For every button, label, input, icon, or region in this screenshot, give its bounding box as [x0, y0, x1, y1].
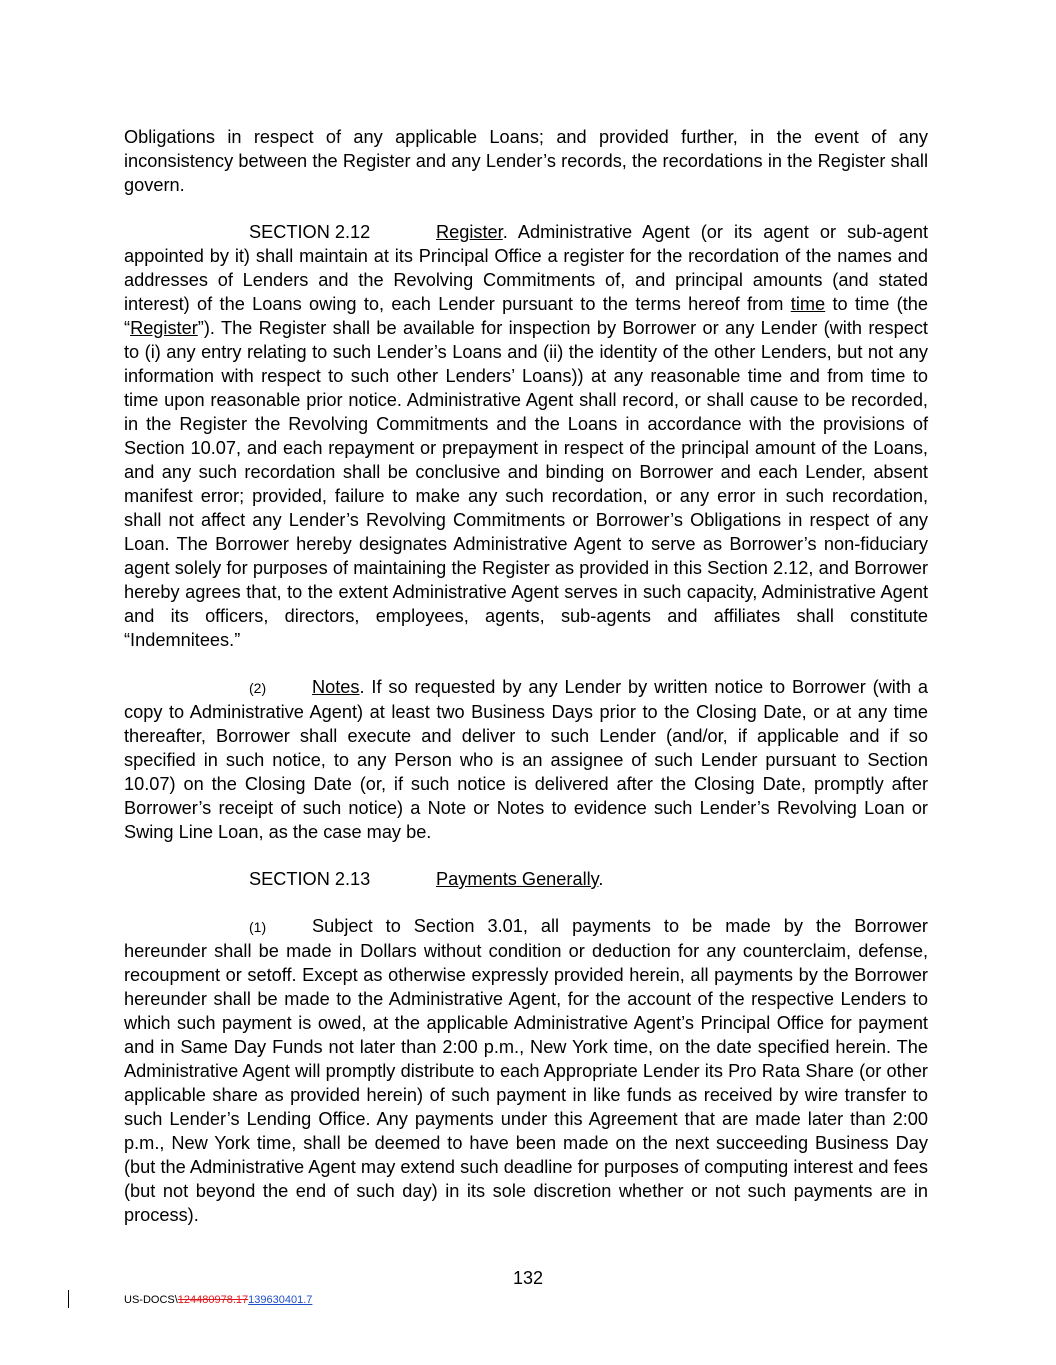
doc-id-inserted: 139630401.7	[248, 1294, 313, 1306]
clause-title: Notes	[312, 677, 360, 697]
clause-text: Subject to Section 3.01, all payments to be made by the Borrower hereunder shall be made in Dollars without condition or deduction for any counterclaim, defense, recoupment or setoff. Except as otherwise expressly provided herein, all payments by the Borrower hereunder shall be made to the Administrative Agent, for the account of the respective Lenders to which such payment is owed, at the applicable Administrative Agent’s Principal Office for payment and in Same Day Funds not later than 2:00 p.m., New York time, on the date specified herein. The Administrative Agent will promptly distribute to each Appropriate Lender its Pro Rata Share (or other applicable share as provided herein) of such payment in like funds as received by wire transfer to such Lender’s Lending Office. Any payments under this Agreement that are made later than 2:00 p.m., New York time, shall be deemed to have been made on the next succeeding Business Day (but the Administrative Agent may extend such deadline for purposes of computing interest and fees (but not beyond the end of such day) in its sole discretion whether or not such payments are in process).	[124, 916, 928, 1225]
document-body	[124, 125, 928, 1250]
continuation-text: Obligations in respect of any applicable Loans; and provided further, in the event of any inconsistency between the Register and any Lender’s records, the recordations in the Register shall govern.	[124, 127, 928, 195]
clause-text: . If so requested by any Lender by written notice to Borrower (with a copy to Administrative Agent) at least two Business Days prior to the Closing Date, or at any time thereafter, Borrower shall execute and deliver to such Lender (and/or, if applicable and if so specified in such notice, to any Person who is an assignee of such Lender pursuant to Section 10.07) on the Closing Date (or, if such notice is delivered after the Closing Date, promptly after Borrower’s receipt of such notice) a Note or Notes to evidence such Lender’s Revolving Loan or Swing Line Loan, as the case may be.	[124, 677, 928, 842]
doc-id-deleted: 124480978.17	[177, 1294, 249, 1306]
underlined-term: time	[790, 294, 826, 314]
heading-period: .	[598, 869, 604, 889]
defined-term: Register	[130, 318, 198, 338]
section-2-12-paragraph	[124, 220, 928, 652]
section-text: ”). The Register shall be available for inspection by Borrower or any Lender (with respect to (i) any entry relating to such Lender’s Loans and (ii) the identity of the other Lenders, but not any information with respect to such other Lenders’ Loans)) at any reasonable time and from time to time upon reasonable prior notice. Administrative Agent shall record, or shall cause to be recorded, in the Register the Revolving Commitments and the Loans in accordance with the provisions of Section 10.07, and each repayment or prepayment in respect of the principal amount of the Loans, and any such recordation shall be conclusive and binding on Borrower and each Lender, absent manifest error; provided, failure to make any such recordation, or any error in such recordation, shall not affect any Lender’s Revolving Commitments or Borrower’s Obligations in respect of any Loan. The Borrower hereby designates Administrative Agent to serve as Borrower’s non-fiduciary agent solely for purposes of maintaining the Register as provided in this Section 2.12, and Borrower hereby agrees that, to the extent Administrative Agent serves in such capacity, Administrative Agent and its officers, directors, employees, agents, sub-agents and affiliates shall constitute “Indemnitees.”	[124, 318, 928, 650]
section-text: . Administrative Agent (or its agent or sub-agent appointed by it) shall maintain at its Principal Office a register for the recordation of the names and addresses of Lenders and the Revolving Commitments of, and principal amounts (and stated interest) of the Loans owing to, each Lender pursuant to the terms hereof from	[124, 222, 928, 314]
continuation-paragraph	[124, 125, 928, 197]
clause-number: (1)	[249, 919, 267, 935]
section-number: SECTION 2.12	[249, 222, 371, 242]
section-title: Register	[436, 222, 503, 242]
page-number: 132	[512, 1268, 544, 1288]
clause-number: (2)	[249, 680, 267, 696]
payments-clause-1-paragraph	[124, 914, 928, 1227]
document-id-footer	[124, 1294, 312, 1306]
section-title: Payments Generally	[436, 869, 599, 889]
notes-paragraph	[124, 675, 928, 844]
doc-id-prefix: US-DOCS\	[124, 1294, 178, 1306]
section-text: to time (the “	[124, 294, 928, 338]
section-number: SECTION 2.13	[249, 869, 371, 889]
change-bar	[68, 1290, 69, 1308]
section-2-13-heading	[124, 867, 928, 891]
